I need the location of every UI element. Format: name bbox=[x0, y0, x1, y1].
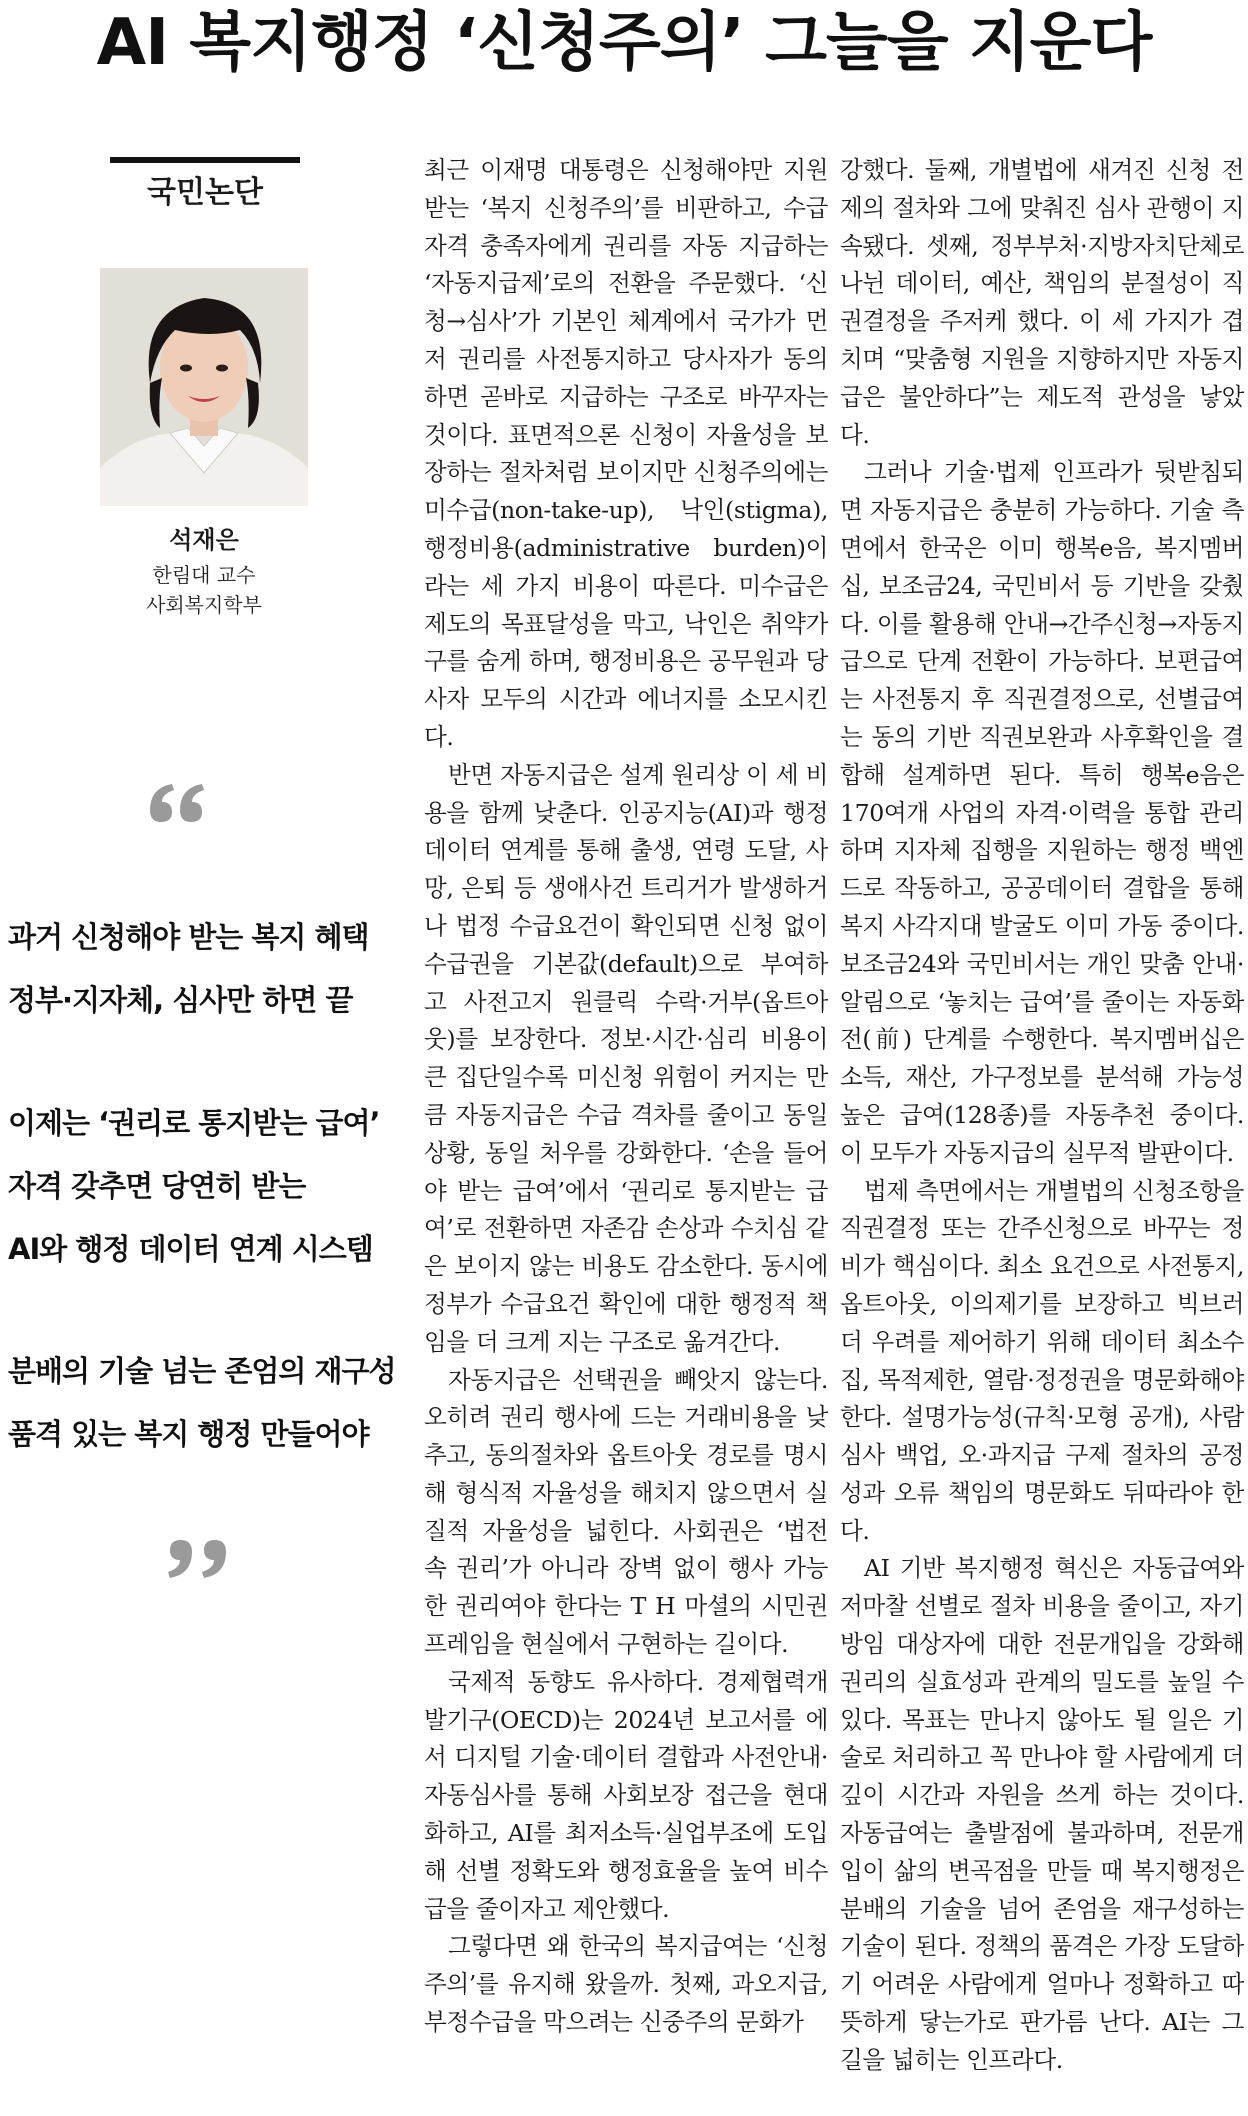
author-name: 석재은 bbox=[169, 526, 239, 554]
open-quote-icon bbox=[148, 780, 248, 824]
body-paragraph: 최근 이재명 대통령은 신청해야만 지원받는 ‘복지 신청주의’를 비판하고, 수급자격 충족자에게 권리를 자동 지급하는 ‘자동지급제’로의 전환을 주문했다. ‘신청→심사’가 기본인 체계에서 국가가 먼저 권리를 사전통지하고 당사자가 동의하면 곧바로 지급하는 구조로 바꾸자는 것이다. 표면적으론 신청이 자율성을 보장하는 절차처럼 보이지만 신청주의에는 미수급(non-take-up), 낙인(stigma), 행정비용(administrative burden)이라는 세 가지 비용이 따른다. 미수급은 제도의 목표달성을 막고, 낙인은 취약가구를 숨게 하며, 행정비용은 공무원과 당사자 모두의 시간과 에너지를 소모시킨다. bbox=[424, 156, 828, 751]
author-portrait-icon bbox=[100, 268, 308, 506]
pull-quote-2 bbox=[8, 1092, 388, 1281]
pull-quote-line: 이제는 ‘권리로 통지받는 급여’ bbox=[8, 1106, 380, 1140]
section-label: 국민논단 bbox=[147, 175, 263, 210]
author-block bbox=[100, 520, 308, 620]
pull-quote-line: 자격 갖추면 당연히 받는 bbox=[8, 1169, 306, 1203]
author-affiliation: 한림대 교수 bbox=[152, 563, 256, 587]
body-paragraph: 그러나 기술·법제 인프라가 뒷받침되면 자동지급은 충분히 가능하다. 기술 측면에서 한국은 이미 행복e음, 복지멤버십, 보조금24, 국민비서 등 기반을 갖췄다. 이를 활용해 안내→간주신청→자동지급으로 단계 전환이 가능하다. 보편급여는 사전통지 후 직권결정으로, 선별급여는 동의 기반 직권보완과 사후확인을 결합해 설계하면 된다. 특히 행복e음은 170여개 사업의 자격·이력을 통합 관리하며 지자체 집행을 지원하는 행정 백엔드로 작동하고, 공공데이터 결합을 통해 복지 사각지대 발굴도 이미 가동 중이다. 보조금24와 국민비서는 개인 맞춤 안내·알림으로 ‘놓치는 급여’를 줄이는 자동화 전(前) 단계를 수행한다. 복지멤버십은 소득, 재산, 가구정보를 분석해 가능성 높은 급여(128종)를 자동추천 중이다. 이 모두가 자동지급의 실무적 발판이다. bbox=[840, 458, 1244, 1167]
section-rule bbox=[110, 157, 300, 163]
body-paragraph: 강했다. 둘째, 개별법에 새겨진 신청 전제의 절차와 그에 맞춰진 심사 관행이 지속됐다. 셋째, 정부부처·지방자치단체로 나뉜 데이터, 예산, 책임의 분절성이 직권결정을 주저케 했다. 이 세 가지가 겹치며 “맞춤형 지원을 지향하지만 자동지급은 불안하다”는 제도적 관성을 낳았다. bbox=[840, 156, 1244, 449]
pull-quote-1 bbox=[8, 906, 388, 1032]
body-column-1 bbox=[424, 152, 828, 2112]
author-department: 사회복지학부 bbox=[146, 593, 262, 617]
close-quote-icon bbox=[148, 1538, 248, 1582]
headline: AI 복지행정 ‘신청주의’ 그늘을 지운다 bbox=[96, 6, 1152, 80]
body-paragraph: 법제 측면에서는 개별법의 신청조항을 직권결정 또는 간주신청으로 바꾸는 정비가 핵심이다. 최소 요건으로 사전통지, 옵트아웃, 이의제기를 보장하고 빅브러더 우려를 제어하기 위해 데이터 최소수집, 목적제한, 열람·정정권을 명문화해야 한다. 설명가능성(규칙·모형 공개), 사람 심사 백업, 오·과지급 구제 절차의 공정성과 오류 책임의 명문화도 뒤따라야 한다. bbox=[840, 1176, 1244, 1545]
pull-quote-line: 품격 있는 복지 행정 만들어야 bbox=[8, 1417, 369, 1451]
body-paragraph: 그렇다면 왜 한국의 복지급여는 ‘신청주의’를 유지해 왔을까. 첫째, 과오지급, 부정수급을 막으려는 신중주의 문화가 bbox=[424, 1932, 828, 2037]
pull-quote-line: AI와 행정 데이터 연계 시스템 bbox=[8, 1232, 373, 1266]
author-photo bbox=[100, 268, 308, 506]
pull-quote-line: 과거 신청해야 받는 복지 혜택 bbox=[8, 920, 369, 954]
body-column-2 bbox=[840, 152, 1244, 2112]
body-paragraph: 국제적 동향도 유사하다. 경제협력개발기구(OECD)는 2024년 보고서를 에서 디지털 기술·데이터 결합과 사전안내·자동심사를 통해 사회보장 접근을 현대화하고, AI를 최저소득·실업부조에 도입해 선별 정확도와 행정효율을 높여 비수급을 줄이자고 제안했다. bbox=[424, 1667, 828, 1923]
body-paragraph: 자동지급은 선택권을 빼앗지 않는다. 오히려 권리 행사에 드는 거래비용을 낮추고, 동의절차와 옵트아웃 경로를 명시해 형식적 자율성을 해치지 않으면서 실질적 자율성을 넓힌다. 사회권은 ‘법전 속 권리’가 아니라 장벽 없이 행사 가능한 권리여야 한다는 T H 마셜의 시민권 프레임을 현실에서 구현하는 길이다. bbox=[424, 1365, 828, 1659]
body-paragraph: AI 기반 복지행정 혁신은 자동급여와 저마찰 선별로 절차 비용을 줄이고, 자기방임 대상자에 대한 전문개입을 강화해 권리의 실효성과 관계의 밀도를 높일 수 있다. 목표는 만나지 않아도 될 일은 기술로 처리하고 꼭 만나야 할 사람에게 더 깊이 시간과 자원을 쓰게 하는 것이다. 자동급여는 출발점에 불과하며, 전문개입이 삶의 변곡점을 만들 때 복지행정은 분배의 기술을 넘어 존엄을 재구성하는 기술이 된다. 정책의 품격은 가장 도달하기 어려운 사람에게 얼마나 정확하고 따뜻하게 닿는가로 판가름 난다. AI는 그 길을 넓히는 인프라다. bbox=[840, 1554, 1244, 2074]
body-paragraph: 반면 자동지급은 설계 원리상 이 세 비용을 함께 낮춘다. 인공지능(AI)과 행정데이터 연계를 통해 출생, 연령 도달, 사망, 은퇴 등 생애사건 트리거가 발생하거나 법정 수급요건이 확인되면 신청 없이 수급권을 기본값(default)으로 부여하고 사전고지 원클릭 수락·거부(옵트아웃)를 보장한다. 정보·시간·심리 비용이 큰 집단일수록 미신청 위험이 커지는 만큼 자동지급은 수급 격차를 줄이고 동일 상황, 동일 처우를 강화한다. ‘손을 들어야 받는 급여’에서 ‘권리로 통지받는 급여’로 전환하면 자존감 손상과 수치심 같은 보이지 않는 비용도 감소한다. 동시에 정부가 수급요건 확인에 대한 행정적 책임을 더 크게 지는 구조로 옮겨간다. bbox=[424, 760, 828, 1356]
pull-quote-line: 정부·지자체, 심사만 하면 끝 bbox=[8, 983, 353, 1017]
pull-quote-3 bbox=[8, 1340, 396, 1466]
pull-quote-line: 분배의 기술 넘는 존엄의 재구성 bbox=[8, 1354, 396, 1388]
